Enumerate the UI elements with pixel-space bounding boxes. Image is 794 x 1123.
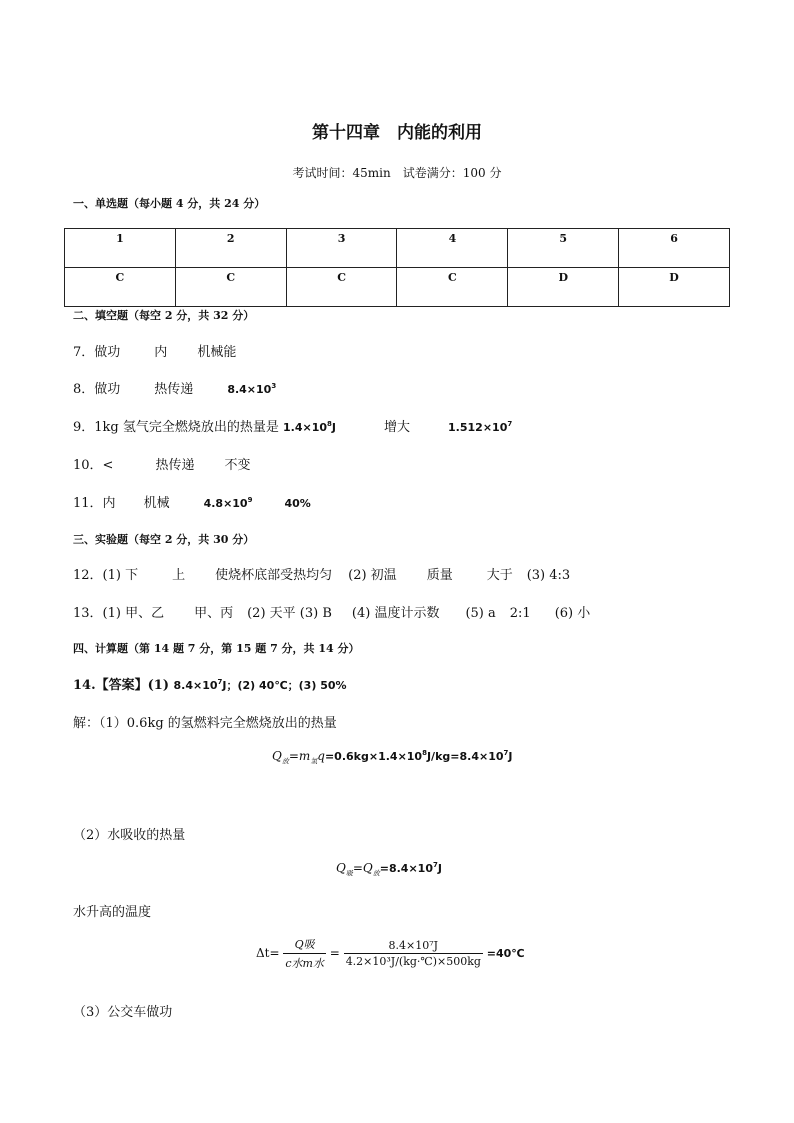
answer-line-q10 <box>73 454 250 473</box>
answer-value: (3) 50% <box>298 679 347 692</box>
answer-text: 使烧杯底部受热均匀 <box>215 568 333 583</box>
answer-line-q14 <box>73 674 347 693</box>
answer-line-q12 <box>73 564 570 583</box>
answer-text: (4) 温度计示数 <box>351 606 440 621</box>
answer-text: 12．(1) 下 <box>73 568 139 583</box>
answer-text: 13．(1) 甲、乙 <box>73 606 165 621</box>
answer-text: 甲、丙 <box>194 606 234 621</box>
fraction: $\frac{\text{Q吸}}{\text{c水m水}}$ <box>285 938 324 970</box>
answer-text: 不变 <box>224 458 251 473</box>
table-cell: C <box>286 268 397 307</box>
answer-line-q7 <box>73 341 236 360</box>
table-cell: D <box>619 268 730 307</box>
answer-text: 内 <box>102 496 116 511</box>
table-cell: C <box>65 268 176 307</box>
answer-line-q13 <box>73 602 590 621</box>
answer-value: $1.512\times 10^7$ <box>448 420 513 434</box>
answer-text: (3) 4:3 <box>526 568 571 583</box>
answer-text: 1kg 氢气完全燃烧放出的热量是 <box>94 420 284 435</box>
answer-value: $8.4\times 10^7J$； <box>173 678 238 692</box>
table-cell: C <box>175 268 286 307</box>
table-row-numbers <box>65 229 730 268</box>
answer-text: 内 <box>154 345 168 360</box>
table-cell: 4 <box>397 229 508 268</box>
answer-text: 大于 <box>486 568 513 583</box>
answer-text: (5) a <box>465 606 496 621</box>
answer-line-q8 <box>73 378 276 397</box>
answer-text: 上 <box>172 568 186 583</box>
page-title: 第十四章 内能的利用 <box>312 123 482 143</box>
answer-value: $4.8\times 10^9$ <box>203 496 253 510</box>
answer-text: (6) 小 <box>554 606 591 621</box>
answer-text: < <box>102 458 114 473</box>
solution-step-4: （3）公交车做功 <box>73 1005 173 1020</box>
solution-step-3: 水升高的温度 <box>73 905 152 920</box>
answer-text: (2) 初温 <box>348 568 397 583</box>
answer-value: $1.4\times 10^8J$ <box>283 420 337 434</box>
equation-temperature-rise: Δt= $\frac{\text{Q吸}}{\text{c水m水}}$ = $\frac{\text{8.4×10⁷J}}{\text{4.2×10³J/(kg·℃)×500kg}}$ =40℃ <box>256 938 525 970</box>
fraction: $\frac{\text{8.4×10⁷J}}{\text{4.2×10³J/(kg·℃)×500kg}}$ <box>345 939 481 968</box>
equation-heat-absorbed: $Q_吸=Q_放=8.4\times 10^7J$ <box>336 861 442 878</box>
section-heading-single-choice: 一、单选题（每小题 4 分，共 24 分） <box>73 197 266 210</box>
exam-info: 考试时间：45min 试卷满分：100 分 <box>292 166 502 180</box>
answer-text: 热传递 <box>155 458 195 473</box>
question-number: 8． <box>73 382 95 397</box>
section-heading-experiment: 三、实验题（每空 2 分，共 30 分） <box>73 533 255 546</box>
table-cell: 2 <box>175 229 286 268</box>
answer-text: (2) 天平 (3) B <box>247 606 332 621</box>
answer-text: 增大 <box>384 420 411 435</box>
table-cell: 5 <box>508 229 619 268</box>
answer-text: 质量 <box>426 568 453 583</box>
section-heading-fill-blank: 二、填空题（每空 2 分，共 32 分） <box>73 309 255 322</box>
answer-header: 14.【答案】(1) <box>73 678 174 693</box>
answer-line-q11 <box>73 492 311 511</box>
table-row-answers <box>65 268 730 307</box>
answer-text: 做功 <box>94 345 121 360</box>
table-cell: 6 <box>619 229 730 268</box>
answer-table <box>64 228 730 307</box>
answer-text: 机械 <box>143 496 170 511</box>
answer-text: 做功 <box>94 382 121 397</box>
table-cell: 3 <box>286 229 397 268</box>
question-number: 7． <box>73 345 95 360</box>
question-number: 11． <box>73 496 103 511</box>
answer-text: 2:1 <box>509 606 531 621</box>
equation-heat-released: $Q_放=m_氢q=0.6kg\times 1.4\times 10^8J/kg=8.4\times 10^7J$ <box>272 749 513 766</box>
answer-text: 热传递 <box>154 382 194 397</box>
solution-step-1: 解：（1）0.6kg 的氢燃料完全燃烧放出的热量 <box>73 716 337 731</box>
table-cell: 1 <box>65 229 176 268</box>
answer-value: 40% <box>284 497 311 510</box>
table-cell: D <box>508 268 619 307</box>
question-number: 9． <box>73 420 95 435</box>
answer-text: 机械能 <box>197 345 237 360</box>
section-heading-calculation: 四、计算题（第 14 题 7 分，第 15 题 7 分，共 14 分） <box>73 642 360 655</box>
answer-value: $8.4\times 10^3$ <box>227 382 277 396</box>
answer-value: (2) 40℃； <box>237 679 299 692</box>
table-cell: C <box>397 268 508 307</box>
answer-line-q9 <box>73 416 512 435</box>
solution-step-2: （2）水吸收的热量 <box>73 828 186 843</box>
question-number: 10． <box>73 458 103 473</box>
